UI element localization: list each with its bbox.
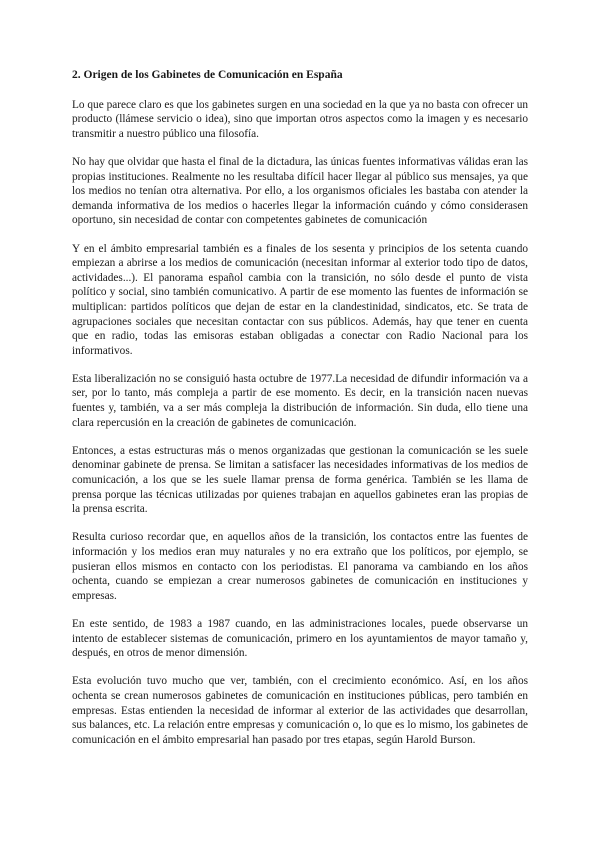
- paragraph-7: En este sentido, de 1983 a 1987 cuando, en las administraciones locales, puede observarse un intento de establecer sistemas de comunicación, primero en los ayuntamientos de mayor tamaño y, después, en otros de menor dimensión.: [72, 617, 528, 660]
- paragraph-4: Esta liberalización no se consiguió hasta octubre de 1977.La necesidad de difundir información va a ser, por lo tanto, más compleja a partir de ese momento. Es decir, en la transición nacen nuevas fuentes y, también, va a ser más compleja la distribución de información. Sin duda, ello tiene una clara repercusión en la creación de gabinetes de comunicación.: [72, 372, 528, 429]
- paragraph-6: Resulta curioso recordar que, en aquellos años de la transición, los contactos entre las fuentes de información y los medios eran muy naturales y no era extraño que los políticos, por ejemplo, se pusieran ellos mismos en contacto con los periodistas. El panorama va cambiando en los años ochenta, cuando se empiezan a crear numerosos gabinetes de comunicación en instituciones y empresas.: [72, 531, 528, 602]
- paragraph-5: Entonces, a estas estructuras más o menos organizadas que gestionan la comunicación se les suele denominar gabinete de prensa. Se limitan a satisfacer las necesidades informativas de los medios de comunicación, a los que se les suele llamar prensa de forma genérica. También se les llama de prensa porque las técnicas utilizadas por quienes trabajan en aquellos gabinetes eran las propias de la prensa escrita.: [72, 444, 528, 516]
- paragraph-8: Esta evolución tuvo mucho que ver, también, con el crecimiento económico. Así, en los años ochenta se crean numerosos gabinetes de comunicación en instituciones públicas, pero también en empresas. Estas entienden la necesidad de informar al exterior de las actividades que desarrollan, sus balances, etc. La relación entre empresas y comunicación o, lo que es lo mismo, los gabinetes de comunicación en el ámbito empresarial han pasado por tres etapas, según Harold Burson.: [72, 675, 528, 746]
- document-page: [72, 68, 528, 761]
- paragraph-1: Lo que parece claro es que los gabinetes surgen en una sociedad en la que ya no basta con ofrecer un producto (llámese servicio o idea), sino que importan otros aspectos como la imagen y es necesario transmitir a nuestro público una filosofía.: [72, 98, 528, 140]
- paragraph-3: Y en el ámbito empresarial también es a finales de los sesenta y principios de los setenta cuando empiezan a abrirse a los medios de comunicación (necesitan informar al exterior todo tipo de datos, actividades...). El panorama español cambia con la transición, no sólo desde el punto de vista político y social, sino también comunicativo. A partir de ese momento las fuentes de información se multiplican: partidos políticos que dejan de estar en la clandestinidad, sindicatos, etc. Se trata de agrupaciones sociales que necesitan contactar con sus públicos. Además, hay que tener en cuenta que en radio, todas las emisoras estaban obligadas a conectar con Radio Nacional para los informativos.: [72, 242, 528, 357]
- section-heading: 2. Origen de los Gabinetes de Comunicación en España: [72, 69, 343, 81]
- paragraph-2: No hay que olvidar que hasta el final de la dictadura, las únicas fuentes informativas válidas eran las propias instituciones. Realmente no les resultaba difícil hacer llegar al público sus mensajes, ya que los medios no tenían otra alternativa. Por ello, a los organismos oficiales les bastaba con atender la demanda informativa de los medios o hacerles llegar la información cuándo y cómo considerasen oportuno, sin necesidad de contar con competentes gabinetes de comunicación: [72, 155, 528, 227]
